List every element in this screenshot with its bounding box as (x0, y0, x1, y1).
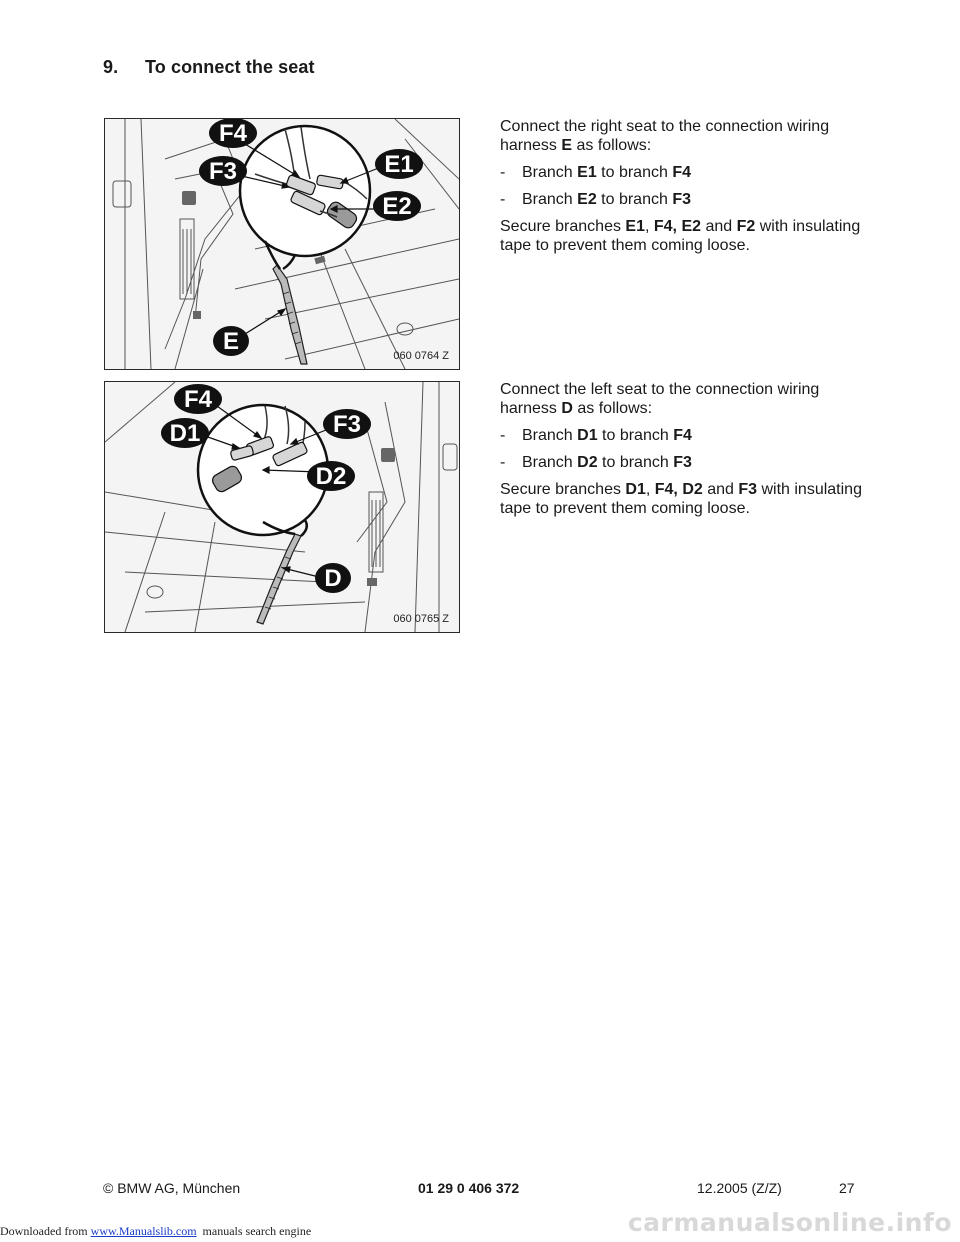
figure-code: 060 0764 Z (393, 350, 449, 362)
step-item: - Branch D2 to branch F3 (500, 454, 692, 471)
svg-text:E1: E1 (384, 151, 414, 178)
callout-f3 (323, 409, 371, 439)
secure-paragraph: Secure branches D1, F4, D2 and F3 with insulating tape to prevent them coming loose. (500, 481, 862, 517)
step-item: - Branch E1 to branch F4 (500, 164, 691, 181)
svg-text:D2: D2 (315, 463, 347, 490)
intro-paragraph: Connect the right seat to the connection wiring harness E as follows: (500, 118, 830, 154)
callout-e2 (373, 191, 421, 221)
page-footer (0, 1180, 960, 1198)
svg-text:F4: F4 (218, 120, 248, 147)
callout-d (315, 563, 351, 593)
svg-text:F4: F4 (183, 386, 213, 413)
instructions-left-seat (500, 380, 870, 526)
callout-f4 (209, 119, 257, 148)
figure-left-seat-wiring (104, 381, 460, 633)
manualslib-link[interactable]: www.Manualslib.com (90, 1224, 197, 1238)
svg-text:E: E (222, 328, 240, 355)
footer-doc-code: 01 29 0 406 372 (418, 1180, 520, 1196)
intro-paragraph: Connect the left seat to the connection wiring harness D as follows: (500, 381, 820, 417)
watermark: carmanualsonline.info (627, 1208, 952, 1237)
callout-d1 (161, 418, 209, 448)
callout-e (213, 326, 249, 356)
step-item: - Branch D1 to branch F4 (500, 427, 692, 444)
section-title: To connect the seat (145, 57, 315, 77)
figure-code: 060 0765 Z (393, 613, 449, 625)
step-item: - Branch E2 to branch F3 (500, 191, 691, 208)
wiring-illustration-bottom (105, 382, 459, 632)
callout-f4 (174, 384, 222, 414)
secure-paragraph: Secure branches E1, F4, E2 and F2 with insulating tape to prevent them coming loose. (500, 218, 861, 254)
footer-date: 12.2005 (Z/Z) (697, 1180, 782, 1196)
svg-text:D1: D1 (169, 420, 201, 447)
figure-right-seat-wiring (104, 118, 460, 370)
instructions-right-seat (500, 117, 870, 263)
download-banner: Downloaded from www.Manualslib.com manuals search engine (0, 1224, 312, 1238)
callout-f3 (199, 156, 247, 186)
page-title (103, 57, 315, 78)
svg-text:F3: F3 (208, 158, 238, 185)
svg-text:D: D (324, 565, 342, 592)
callout-e1 (375, 149, 423, 179)
footer-copyright: © BMW AG, München (103, 1180, 241, 1196)
page-number: 27 (839, 1180, 855, 1196)
section-number: 9. (103, 57, 119, 77)
wiring-illustration-top (105, 119, 459, 369)
svg-text:E2: E2 (382, 193, 412, 220)
callout-d2 (307, 461, 355, 491)
svg-text:F3: F3 (332, 411, 362, 438)
